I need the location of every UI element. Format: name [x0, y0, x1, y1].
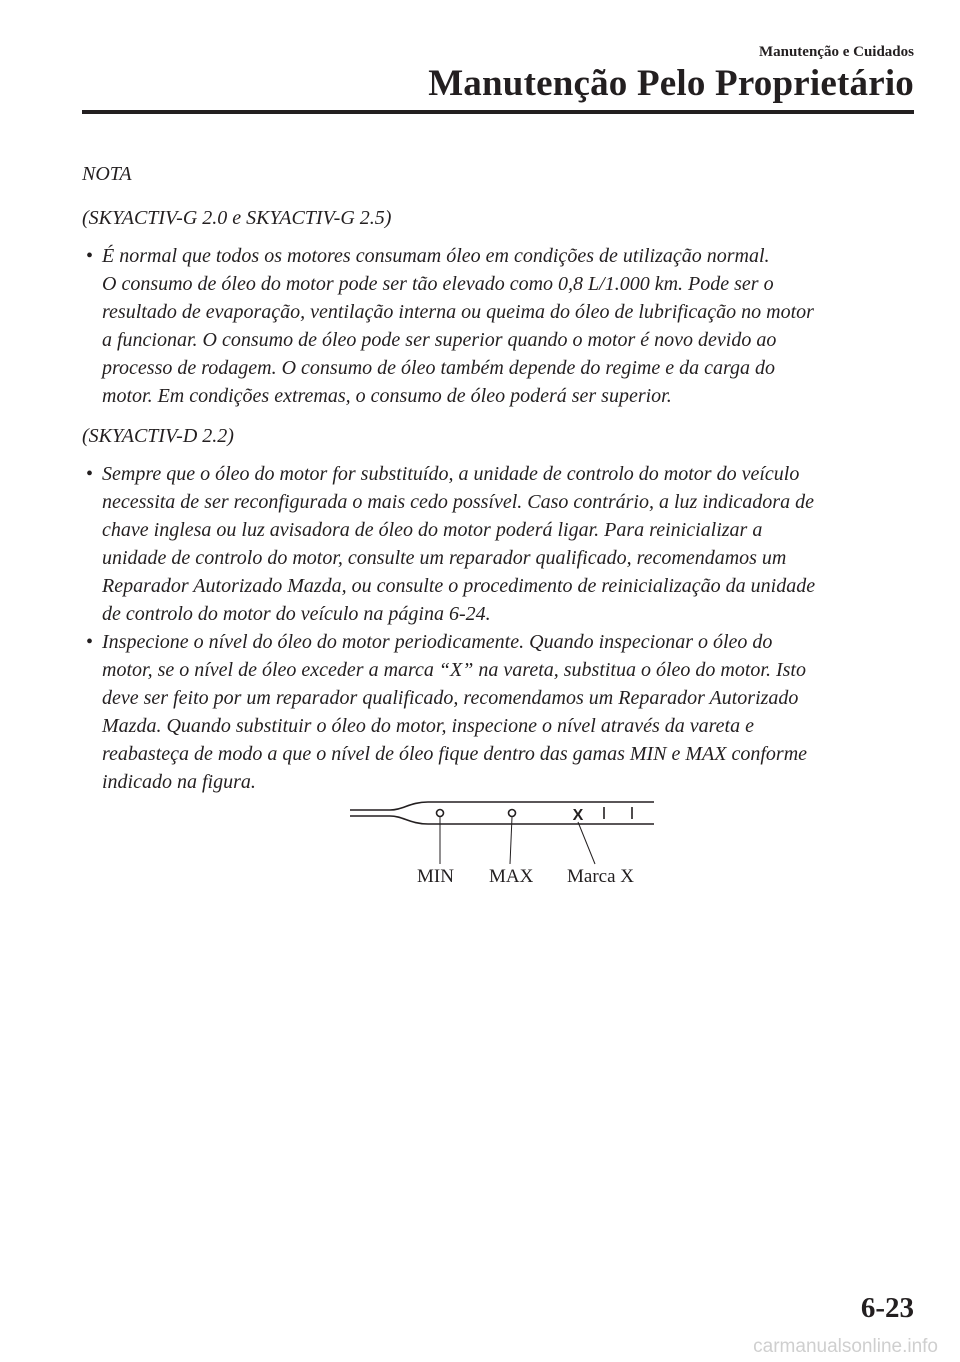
bullet-line: necessita de ser reconfigurada o mais cedo possível. Caso contrário, a luz indicadora de — [102, 491, 814, 513]
bullet-line: unidade de controlo do motor, consulte um reparador qualificado, recomendamos um — [102, 547, 787, 569]
bullet-list-skyactiv-g — [82, 242, 912, 410]
bullet-line: de controlo do motor do veículo na página 6-24. — [102, 603, 491, 625]
watermark: carmanualsonline.info — [753, 1336, 938, 1357]
header-divider — [82, 110, 914, 114]
bullet-line: a funcionar. O consumo de óleo pode ser superior quando o motor é novo devido ao — [102, 329, 777, 351]
bullet-line: O consumo de óleo do motor pode ser tão elevado como 0,8 L/1.000 km. Pode ser o — [102, 273, 774, 295]
bullet-item — [82, 460, 910, 628]
section-label-skyactiv-d: (SKYACTIV-D 2.2) — [82, 425, 234, 447]
x-leader-line — [578, 822, 595, 864]
x-mark-symbol: X — [572, 807, 584, 824]
bullet-line: resultado de evaporação, ventilação interna ou queima do óleo de lubrificação no motor — [102, 301, 814, 323]
bullet-item — [82, 628, 910, 796]
page-number: 6-23 — [860, 1292, 914, 1324]
max-hole-mark — [509, 810, 516, 817]
min-hole-mark — [437, 810, 444, 817]
bullet-line: motor, se o nível de óleo exceder a marca “X” na vareta, substitua o óleo do motor. Isto — [102, 659, 806, 681]
bullet-line: É normal que todos os motores consumam óleo em condições de utilização normal. — [102, 245, 770, 267]
bullet-line: processo de rodagem. O consumo de óleo também depende do regime e da carga do — [102, 357, 775, 379]
dipstick-outline-top — [350, 802, 654, 810]
bullet-dot: • — [86, 245, 94, 267]
chapter-heading: Manutenção e Cuidados — [758, 44, 914, 60]
bullet-line: Reparador Autorizado Mazda, ou consulte o procedimento de reinicialização da unidade — [102, 575, 816, 597]
bullet-line: chave inglesa ou luz avisadora de óleo do motor poderá ligar. Para reinicializar a — [102, 519, 763, 541]
bullet-line: indicado na figura. — [102, 771, 256, 793]
bullet-line: motor. Em condições extremas, o consumo de óleo poderá ser superior. — [102, 385, 672, 407]
bullet-line: Inspecione o nível do óleo do motor periodicamente. Quando inspecionar o óleo do — [102, 631, 773, 653]
bullet-dot: • — [86, 463, 94, 485]
section-label-skyactiv-g: (SKYACTIV-G 2.0 e SKYACTIV-G 2.5) — [82, 207, 392, 229]
dipstick-outline-bottom — [350, 816, 654, 824]
bullet-line: Mazda. Quando substituir o óleo do motor, inspecione o nível através da vareta e — [102, 715, 754, 737]
bullet-line: Sempre que o óleo do motor for substituído, a unidade de controlo do motor do veículo — [102, 463, 800, 485]
bullet-item — [82, 242, 910, 410]
bullet-list-skyactiv-d — [82, 460, 912, 796]
main-content — [82, 160, 912, 808]
bullet-dot: • — [86, 631, 94, 653]
page-title: Manutenção Pelo Proprietário — [428, 63, 914, 104]
min-label: MIN — [417, 866, 454, 887]
note-label: NOTA — [82, 163, 132, 185]
x-mark-label: Marca X — [567, 866, 634, 887]
bullet-line: reabasteça de modo a que o nível de óleo fique dentro das gamas MIN e MAX conforme — [102, 743, 808, 765]
max-label: MAX — [489, 866, 534, 887]
bullet-line: deve ser feito por um reparador qualificado, recomendamos um Reparador Autorizado — [102, 687, 799, 709]
